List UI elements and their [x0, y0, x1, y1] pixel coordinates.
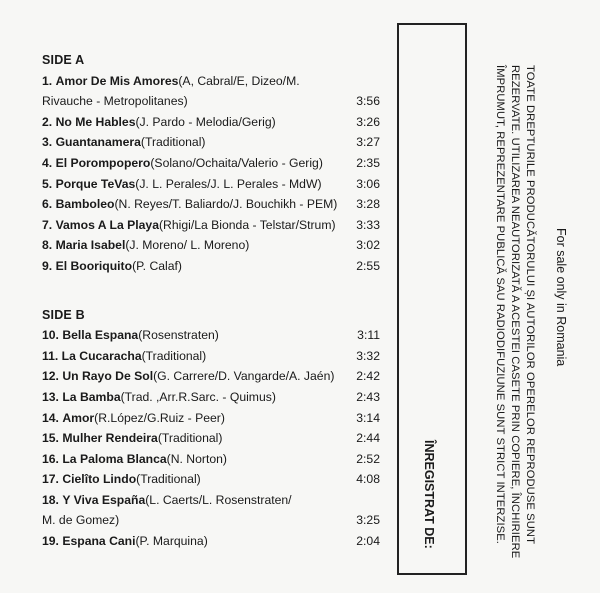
- track-credit: (Traditional): [136, 472, 201, 487]
- track-duration: 4:08: [356, 472, 380, 487]
- track-number: 17.: [42, 472, 59, 487]
- side-a-title: SIDE A: [42, 53, 85, 67]
- track-credit: (Solano/Ochaita/Valerio - Gerig): [150, 155, 323, 170]
- track-number: 18.: [42, 492, 59, 507]
- tracklist: [42, 50, 380, 552]
- track-title: Un Rayo De Sol: [62, 369, 154, 384]
- track-row: [42, 531, 380, 552]
- track-credit: (P. Marquina): [135, 534, 208, 549]
- track-credit: (J. Moreno/ L. Moreno): [125, 238, 250, 253]
- track-credit: (P. Calaf): [132, 258, 182, 273]
- track-number: 10.: [42, 328, 59, 343]
- side-b-track-list: [42, 325, 380, 552]
- track-row: [42, 408, 380, 429]
- track-number: 2.: [42, 114, 53, 129]
- track-duration: 2:35: [356, 155, 380, 170]
- track-row: [42, 112, 380, 133]
- track-number: 6.: [42, 197, 53, 212]
- sale-note: For sale only in Romania: [554, 228, 568, 367]
- track-credit-continued: M. de Gomez): [42, 513, 120, 528]
- track-title: Amor De Mis Amores: [55, 73, 179, 88]
- track-row: [42, 71, 380, 112]
- rights-line-3: ÎMPRUMUT, REPREZENTARE PUBLICĂ SAU RADIODIFUZIUNE SUNT STRICT INTERZISE.: [494, 65, 506, 544]
- track-credit: (A, Cabral/E, Dizeo/M.: [178, 73, 300, 88]
- track-number: 5.: [42, 176, 53, 191]
- track-duration: 2:52: [356, 451, 380, 466]
- track-duration: 3:25: [356, 513, 380, 528]
- track-number: 4.: [42, 155, 53, 170]
- track-row: [42, 325, 380, 346]
- track-duration: 3:02: [356, 238, 380, 253]
- track-title: Y Viva España: [62, 492, 146, 507]
- track-number: 7.: [42, 217, 53, 232]
- track-duration: 2:43: [356, 389, 380, 404]
- side-b-title: SIDE B: [42, 307, 85, 322]
- track-title: Vamos A La Playa: [55, 217, 159, 232]
- rights-line-2: REZERVATE. UTILIZAREA NEAUTORIZATĂ A ACESTEI CASETE PRIN COPIERE, ÎNCHIRIERE: [509, 65, 521, 559]
- track-number: 8.: [42, 238, 53, 253]
- track-row: [42, 366, 380, 387]
- track-number: 13.: [42, 389, 59, 404]
- track-title: Maria Isabel: [55, 238, 126, 253]
- track-row: [42, 387, 380, 408]
- track-title: Amor: [62, 410, 95, 425]
- track-row: [42, 346, 380, 367]
- track-duration: 3:33: [356, 217, 380, 232]
- track-row: [42, 490, 380, 531]
- track-row: [42, 469, 380, 490]
- track-credit: (Traditional): [140, 135, 206, 150]
- track-credit: (R.López/G.Ruiz - Peer): [94, 410, 225, 425]
- track-number: 12.: [42, 369, 59, 384]
- track-credit-continued: Rivauche - Metropolitanes): [42, 94, 188, 109]
- track-title: El Porompopero: [55, 155, 151, 170]
- track-credit: (J. L. Perales/J. L. Perales - MdW): [135, 176, 322, 191]
- track-title: El Booriquito: [55, 258, 133, 273]
- track-row: [42, 153, 380, 174]
- track-title: Mulher Rendeira: [62, 431, 158, 446]
- track-duration: 3:11: [357, 328, 380, 343]
- track-credit: (Rhigi/La Bionda - Telstar/Strum): [158, 217, 336, 232]
- track-row: [42, 194, 380, 215]
- track-title: La Paloma Blanca: [62, 451, 167, 466]
- rights-line-1: TOATE DREPTURILE PRODUCĂTORULUI ȘI AUTORILOR OPERELOR REPRODUSE SUNT: [524, 65, 536, 545]
- track-number: 11.: [42, 348, 59, 363]
- track-row: [42, 428, 380, 449]
- track-duration: 3:06: [356, 176, 380, 191]
- track-credit: (Trad. ,Arr.R.Sarc. - Quimus): [120, 389, 276, 404]
- track-number: 19.: [42, 534, 59, 549]
- track-duration: 2:44: [356, 431, 380, 446]
- track-title: Guantanamera: [55, 135, 141, 150]
- side-a-track-list: [42, 71, 380, 277]
- track-row: [42, 215, 380, 236]
- track-number: 15.: [42, 431, 59, 446]
- track-duration: 3:27: [356, 135, 380, 150]
- track-number: 14.: [42, 410, 59, 425]
- track-duration: 2:55: [356, 258, 380, 273]
- track-credit: (L. Caerts/L. Rosenstraten/: [145, 492, 292, 507]
- track-title: Bella Espana: [62, 328, 139, 343]
- track-duration: 2:42: [356, 369, 380, 384]
- track-title: No Me Hables: [55, 114, 136, 129]
- track-credit: (N. Norton): [166, 451, 227, 466]
- track-duration: 3:28: [356, 197, 380, 212]
- track-title: La Bamba: [62, 389, 121, 404]
- track-number: 1.: [42, 73, 53, 88]
- track-number: 3.: [42, 135, 53, 150]
- track-title: La Cucaracha: [61, 348, 142, 363]
- track-credit: (G. Carrere/D. Vangarde/A. Jaén): [153, 369, 335, 384]
- track-row: [42, 235, 380, 256]
- track-credit: (N. Reyes/T. Baliardo/J. Bouchikh - PEM): [114, 197, 338, 212]
- track-number: 9.: [42, 258, 53, 273]
- track-duration: 3:14: [356, 410, 380, 425]
- track-row: [42, 256, 380, 277]
- track-duration: 3:32: [356, 348, 380, 363]
- track-duration: 3:56: [356, 94, 380, 109]
- track-duration: 2:04: [356, 534, 380, 549]
- track-row: [42, 174, 380, 195]
- track-title: Cielîto Lindo: [62, 472, 137, 487]
- track-credit: (Traditional): [141, 348, 207, 363]
- track-credit: (Traditional): [157, 431, 223, 446]
- track-row: [42, 449, 380, 470]
- track-title: Bamboleo: [55, 197, 115, 212]
- track-number: 16.: [42, 451, 59, 466]
- registration-label: ÎNREGISTRAT DE:: [422, 440, 436, 549]
- track-duration: 3:26: [356, 114, 380, 129]
- track-row: [42, 132, 380, 153]
- track-credit: (Rosenstraten): [138, 328, 219, 343]
- track-title: Porque TeVas: [55, 176, 136, 191]
- track-credit: (J. Pardo - Melodia/Gerig): [135, 114, 276, 129]
- track-title: Espana Cani: [62, 534, 136, 549]
